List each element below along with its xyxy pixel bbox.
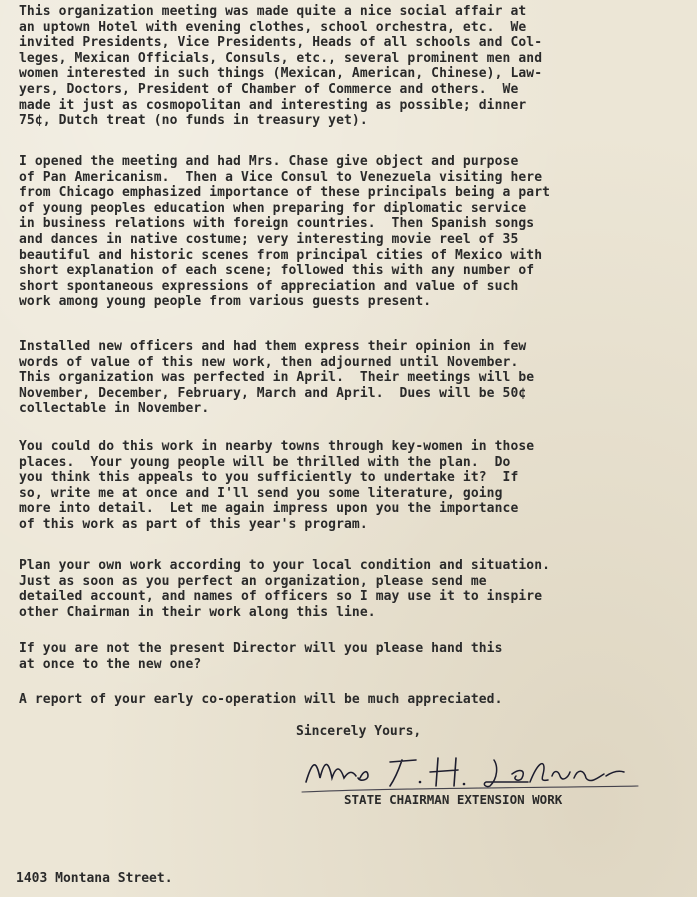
paragraph-4 xyxy=(19,439,691,533)
text-line: beautiful and historic scenes from principal cities of Mexico with xyxy=(19,247,543,263)
paragraph-5 xyxy=(19,558,691,620)
text-line: This organization meeting was made quite a nice social affair at xyxy=(19,4,527,19)
text-line: If you are not the present Director will you please hand this xyxy=(19,641,503,656)
text-line: words of value of this new work, then adjourned until November. xyxy=(19,354,519,370)
closing-salutation: Sincerely Yours, xyxy=(296,724,422,739)
text-line: from Chicago emphasized importance of these principals being a part xyxy=(19,185,551,201)
text-line: November, December, February, March and April. Dues will be 50¢ xyxy=(19,385,527,401)
text-line: of young peoples education when preparing for diplomatic service xyxy=(19,200,527,216)
text-line: women interested in such things (Mexican, American, Chinese), Law- xyxy=(19,66,543,82)
text-line: I opened the meeting and had Mrs. Chase give object and purpose xyxy=(19,154,519,169)
text-line: invited Presidents, Vice Presidents, Heads of all schools and Col- xyxy=(19,35,543,51)
text-line: 75¢, Dutch treat (no funds in treasury yet). xyxy=(19,113,368,129)
sender-address: 1403 Montana Street. xyxy=(16,871,173,886)
signer-title: STATE CHAIRMAN EXTENSION WORK xyxy=(344,792,563,807)
text-line: places. Your young people will be thrilled with the plan. Do xyxy=(19,454,511,470)
text-line: yers, Doctors, President of Chamber of Commerce and others. We xyxy=(19,81,519,97)
paragraph-1 xyxy=(19,4,691,129)
text-line: short spontaneous expressions of appreciation and value of such xyxy=(19,278,519,294)
text-line: in business relations with foreign countries. Then Spanish songs xyxy=(19,216,535,232)
text-line: You could do this work in nearby towns through key-women in those xyxy=(19,439,535,454)
text-line: A report of your early co-operation will be much appreciated. xyxy=(19,692,503,707)
paragraph-3 xyxy=(19,339,691,417)
text-line: Installed new officers and had them express their opinion in few xyxy=(19,339,527,354)
text-line: at once to the new one? xyxy=(19,656,202,672)
text-line: of this work as part of this year's program. xyxy=(19,516,368,532)
text-line: This organization was perfected in April. Their meetings will be xyxy=(19,370,535,386)
text-line: an uptown Hotel with evening clothes, school orchestra, etc. We xyxy=(19,19,527,35)
text-line: so, write me at once and I'll send you some literature, going xyxy=(19,485,503,501)
paragraph-2 xyxy=(19,154,691,310)
paragraph-6 xyxy=(19,641,691,672)
text-line: detailed account, and names of officers so I may use it to inspire xyxy=(19,589,543,605)
text-line: Just as soon as you perfect an organization, please send me xyxy=(19,573,487,589)
text-line: short explanation of each scene; followed this with any number of xyxy=(19,263,535,279)
text-line: and dances in native costume; very interesting movie reel of 35 xyxy=(19,231,519,247)
handwritten-signature xyxy=(298,748,658,796)
text-line: you think this appeals to you sufficiently to undertake it? If xyxy=(19,470,519,486)
text-line: leges, Mexican Officials, Consuls, etc., several prominent men and xyxy=(19,50,543,66)
text-line: more into detail. Let me again impress upon you the importance xyxy=(19,501,519,517)
text-line: work among young people from various guests present. xyxy=(19,294,432,310)
text-line: of Pan Americanism. Then a Vice Consul to Venezuela visiting here xyxy=(19,169,543,185)
text-line: collectable in November. xyxy=(19,401,210,417)
text-line: made it just as cosmopolitan and interesting as possible; dinner xyxy=(19,97,527,113)
paragraph-7 xyxy=(19,692,691,708)
text-line: other Chairman in their work along this line. xyxy=(19,604,376,620)
text-line: Plan your own work according to your local condition and situation. xyxy=(19,558,551,573)
